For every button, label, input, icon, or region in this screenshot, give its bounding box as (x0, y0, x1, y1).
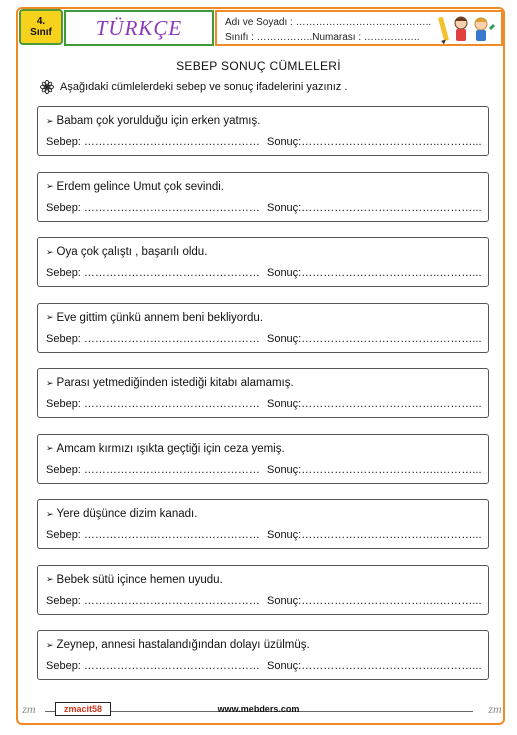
sentence-text: Zeynep, annesi hastalandığından dolayı üzülmüş. (56, 639, 310, 651)
effect-blank[interactable]: Sonuç:………………………………..………... (266, 529, 482, 541)
sentence-text: Yere düşünce dizim kanadı. (56, 508, 198, 520)
student-info-box (215, 10, 503, 46)
sentence-text: Parası yetmediğinden istediği kitabı alamamış. (56, 377, 294, 389)
sentence-text: Babam çok yorulduğu için erken yatmış. (56, 115, 261, 127)
question-sentence (46, 443, 285, 455)
arrowhead-right-icon: ➢ (46, 312, 54, 322)
answer-row (46, 136, 482, 148)
effect-blank[interactable]: Sonuç:………………………………..………... (266, 463, 482, 476)
answer-row (46, 595, 482, 607)
kids-with-pencil-icon (435, 14, 497, 44)
worksheet-title: SEBEP SONUÇ CÜMLELERİ (176, 59, 341, 73)
effect-blank[interactable]: Sonuç:………………………………..………... (266, 660, 482, 672)
effect-blank[interactable]: Sonuç:………………………………..………... (266, 267, 482, 279)
arrowhead-right-icon: ➢ (46, 574, 54, 584)
question-sentence (46, 574, 223, 586)
footer-logo-right: zm (488, 701, 502, 716)
question-card (37, 106, 489, 156)
worksheet-instruction (40, 80, 347, 94)
question-card (37, 434, 489, 484)
arrowhead-right-icon: ➢ (46, 377, 54, 388)
question-sentence (46, 377, 294, 389)
cause-blank[interactable]: Sebep: ………………………………………… (46, 267, 260, 279)
name-field[interactable]: Adı ve Soyadı : ………………………………….. (225, 17, 432, 28)
effect-blank[interactable]: Sonuç:………………………………..………... (266, 594, 482, 607)
arrowhead-right-icon: ➢ (46, 508, 54, 519)
cause-blank[interactable]: Sebep: ………………………………………… (46, 594, 260, 607)
question-card (37, 565, 489, 615)
sentence-text: Oya çok çalıştı , başarılı oldu. (56, 246, 208, 258)
cause-blank[interactable]: Sebep: ………………………………………… (46, 398, 260, 410)
question-sentence (46, 312, 263, 324)
arrowhead-right-icon: ➢ (46, 115, 54, 126)
question-card (37, 368, 489, 418)
cause-blank[interactable]: Sebep: ………………………………………… (46, 660, 260, 672)
subject-box (64, 10, 214, 46)
question-card (37, 172, 489, 222)
answer-row (46, 333, 482, 345)
grade-badge (19, 9, 63, 45)
footer-url[interactable]: www.mebders.com (217, 704, 300, 714)
sentence-text: Bebek sütü içince hemen uyudu. (56, 573, 223, 586)
arrowhead-right-icon: ➢ (46, 443, 54, 453)
question-sentence (46, 181, 224, 193)
cause-blank[interactable]: Sebep: ………………………………………… (46, 201, 260, 214)
question-sentence (46, 115, 260, 127)
effect-blank[interactable]: Sonuç:………………………………..………... (266, 136, 482, 148)
effect-blank[interactable]: Sonuç:………………………………..………... (266, 398, 482, 410)
sentence-text: Eve gittim çünkü annem beni bekliyordu. (56, 311, 264, 324)
instruction-text: Aşağıdaki cümlelerdeki sebep ve sonuç ifadelerini yazınız . (60, 81, 348, 93)
subject-title: TÜRKÇE (95, 15, 183, 40)
cause-blank[interactable]: Sebep: ………………………………………… (46, 332, 260, 345)
answer-row (46, 398, 482, 410)
sentence-text: Erdem gelince Umut çok sevindi. (56, 180, 225, 193)
class-number-field[interactable]: Sınıfı : ……………..Numarası : …………….. (225, 32, 420, 43)
effect-blank[interactable]: Sonuç:………………………………..………... (266, 332, 482, 345)
sentence-text: Amcam kırmızı ışıkta geçtiği için ceza yemiş. (56, 442, 285, 455)
footer-author-tag: zmacit58 (55, 702, 111, 716)
answer-row (46, 529, 482, 541)
footer-logo-left: zm (22, 701, 36, 716)
arrowhead-right-icon: ➢ (46, 639, 54, 650)
cause-blank[interactable]: Sebep: ………………………………………… (46, 463, 260, 476)
question-card (37, 303, 489, 353)
effect-blank[interactable]: Sonuç:………………………………..………... (266, 201, 482, 214)
arrowhead-right-icon: ➢ (46, 181, 54, 191)
flower-icon (40, 80, 54, 94)
question-sentence (46, 246, 207, 258)
grade-number: 4. (36, 16, 46, 27)
arrowhead-right-icon: ➢ (46, 246, 54, 257)
question-sentence (46, 639, 310, 651)
question-sentence (46, 508, 197, 520)
question-card (37, 237, 489, 287)
answer-row (46, 267, 482, 279)
grade-label: Sınıf (30, 27, 52, 38)
cause-blank[interactable]: Sebep: ………………………………………… (46, 529, 260, 541)
answer-row (46, 660, 482, 672)
answer-row (46, 202, 482, 214)
cause-blank[interactable]: Sebep: ………………………………………… (46, 136, 260, 148)
answer-row (46, 464, 482, 476)
question-card (37, 630, 489, 680)
question-card (37, 499, 489, 549)
